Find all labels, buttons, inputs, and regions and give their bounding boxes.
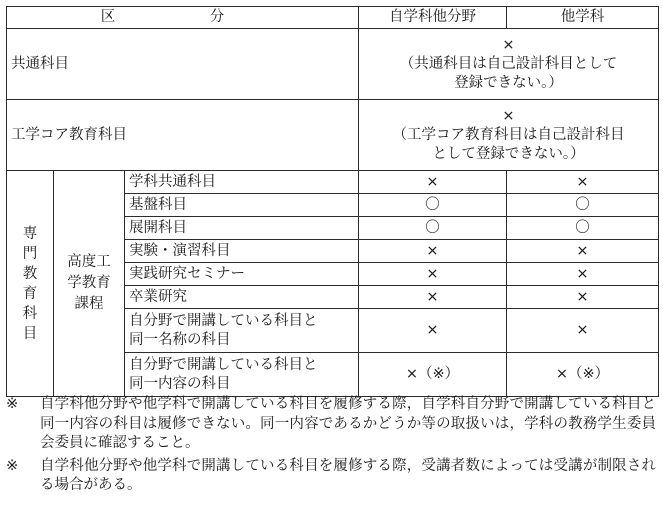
- footnote-mark: ※: [6, 457, 19, 474]
- common-value-mark: ×: [502, 36, 515, 53]
- header-other-dept: 他学科: [507, 7, 659, 29]
- item-own-other-field: ×: [359, 263, 507, 286]
- core-value-mark: ×: [502, 107, 515, 124]
- item-other-dept: ×（※）: [507, 353, 659, 397]
- item-other-dept: 〇: [507, 217, 659, 240]
- item-own-other-field: ×: [359, 240, 507, 263]
- common-value-note-1: （共通科目は自己設計科目として: [399, 55, 618, 72]
- core-label: 工学コア教育科目: [7, 100, 359, 171]
- header-category: 区 分: [7, 7, 359, 29]
- item-other-dept: ×: [507, 263, 659, 286]
- item-other-dept: ×: [507, 309, 659, 353]
- footnote: [6, 395, 656, 454]
- row-common: [7, 29, 659, 100]
- header-own-other-field: 自学科他分野: [359, 7, 507, 29]
- item-name: 展開科目: [125, 217, 359, 240]
- item-name: 学科共通科目: [125, 171, 359, 194]
- item-own-other-field: ×: [359, 171, 507, 194]
- core-value-note-2: として登録できない。）: [432, 145, 585, 162]
- item-name: 実験・演習科目: [125, 240, 359, 263]
- item-name: 卒業研究: [125, 286, 359, 309]
- common-label: 共通科目: [7, 29, 359, 100]
- item-own-other-field: ×（※）: [359, 353, 507, 397]
- item-other-dept: 〇: [507, 194, 659, 217]
- item-name: 実践研究セミナー: [125, 263, 359, 286]
- header-row: [7, 7, 659, 29]
- footnote-text: 自学科他分野や他学科で開講している科目を履修する際，自学科自分野で開講している科目と同一内容の科目は履修できない。同一内容であるかどうか等の取扱いは，学科の教務学生委員会委員に確認すること。: [40, 396, 656, 451]
- common-value-note-2: 登録できない。）: [454, 74, 563, 91]
- item-own-other-field: 〇: [359, 217, 507, 240]
- item-own-other-field: ×: [359, 309, 507, 353]
- table-row: [7, 171, 659, 194]
- item-name: 自分野で開講している科目と 同一名称の科目: [125, 309, 359, 353]
- footnote-text: 自学科他分野や他学科で開講している科目を履修する際，受講者数によっては受講が制限される場合がある。: [40, 457, 656, 493]
- common-value: [359, 29, 659, 100]
- item-name: 基盤科目: [125, 194, 359, 217]
- item-other-dept: ×: [507, 240, 659, 263]
- item-other-dept: ×: [507, 286, 659, 309]
- core-value-note-1: （工学コア教育科目は自己設計科目: [392, 126, 625, 143]
- footnote: [6, 457, 656, 496]
- item-other-dept: ×: [507, 171, 659, 194]
- footnote-mark: ※: [6, 396, 19, 412]
- course-registration-table: [6, 6, 659, 397]
- core-value: [359, 100, 659, 171]
- row-core: [7, 100, 659, 171]
- specialized-group-label: 専 門 教 育 科 目: [7, 171, 54, 397]
- footnotes: [6, 395, 656, 499]
- item-own-other-field: ×: [359, 286, 507, 309]
- item-own-other-field: 〇: [359, 194, 507, 217]
- advanced-course-label: 高度工 学教育 課程: [54, 171, 125, 397]
- item-name: 自分野で開講している科目と 同一内容の科目: [125, 353, 359, 397]
